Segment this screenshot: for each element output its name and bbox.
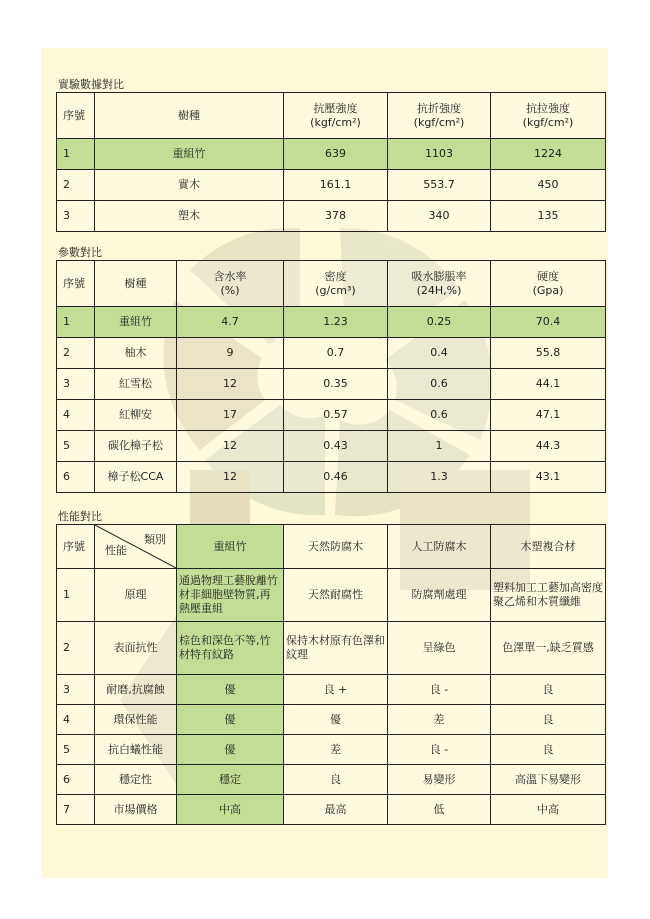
header-no: 序號: [57, 93, 95, 139]
cell-density: 0.7: [284, 338, 388, 369]
cell-bamboo: 穩定: [177, 765, 284, 795]
header-col-wpc: 木塑複合材: [491, 525, 606, 569]
cell-no: 3: [57, 369, 95, 400]
cell-bend: 340: [388, 201, 491, 232]
cell-moisture: 17: [177, 400, 284, 431]
cell-moisture: 12: [177, 369, 284, 400]
cell-no: 2: [57, 338, 95, 369]
cell-tensile: 1224: [491, 139, 606, 170]
cell-density: 0.43: [284, 431, 388, 462]
cell-species: 重組竹: [95, 307, 177, 338]
cell-compress: 161.1: [284, 170, 388, 201]
cell-property: 環保性能: [95, 705, 177, 735]
cell-natural: 良 +: [284, 675, 388, 705]
cell-no: 7: [57, 795, 95, 825]
cell-bamboo: 優: [177, 705, 284, 735]
cell-natural: 天然耐腐性: [284, 569, 388, 622]
cell-moisture: 12: [177, 462, 284, 493]
cell-hardness: 44.3: [491, 431, 606, 462]
cell-treated: 良 -: [388, 675, 491, 705]
cell-bamboo: 棕色和深色不等,竹材特有紋路: [177, 622, 284, 675]
header-bend: 抗折強度 (kgf/cm²): [388, 93, 491, 139]
header-diagonal-cell: [95, 525, 177, 569]
table-row: [57, 400, 606, 431]
header-density: 密度 (g/cm³): [284, 261, 388, 307]
cell-property: 抗白蟻性能: [95, 735, 177, 765]
cell-treated: 低: [388, 795, 491, 825]
table-row: [57, 705, 606, 735]
cell-swell: 0.25: [388, 307, 491, 338]
cell-natural: 最高: [284, 795, 388, 825]
header-col-treated: 人工防腐木: [388, 525, 491, 569]
cell-treated: 易變形: [388, 765, 491, 795]
cell-no: 2: [57, 622, 95, 675]
cell-density: 1.23: [284, 307, 388, 338]
table-row: [57, 170, 606, 201]
header-col-bamboo: 重組竹: [177, 525, 284, 569]
cell-compress: 378: [284, 201, 388, 232]
header-category: 類別: [144, 533, 166, 546]
cell-hardness: 55.8: [491, 338, 606, 369]
table-header-row: [57, 93, 606, 139]
cell-tensile: 135: [491, 201, 606, 232]
cell-wpc: 色澤單一,缺乏質感: [491, 622, 606, 675]
header-property: 性能: [105, 544, 127, 557]
table-row: [57, 765, 606, 795]
cell-natural: 保持木材原有色澤和紋理: [284, 622, 388, 675]
cell-no: 2: [57, 170, 95, 201]
section-title-parameters: 參數對比: [58, 246, 102, 259]
cell-wpc: 中高: [491, 795, 606, 825]
header-tensile: 抗拉強度 (kgf/cm²): [491, 93, 606, 139]
header-col-natural: 天然防腐木: [284, 525, 388, 569]
experiment-data-table: [56, 92, 606, 232]
table-row: [57, 795, 606, 825]
cell-bend: 553.7: [388, 170, 491, 201]
cell-no: 1: [57, 307, 95, 338]
cell-wpc: 高溫下易變形: [491, 765, 606, 795]
cell-property: 市場價格: [95, 795, 177, 825]
cell-no: 4: [57, 400, 95, 431]
cell-species: 紅雪松: [95, 369, 177, 400]
table-row: [57, 569, 606, 622]
cell-property: 穩定性: [95, 765, 177, 795]
header-species: 樹種: [95, 93, 284, 139]
cell-no: 5: [57, 431, 95, 462]
table-row: [57, 735, 606, 765]
cell-bamboo: 中高: [177, 795, 284, 825]
section-title-performance: 性能對比: [58, 510, 102, 523]
cell-natural: 優: [284, 705, 388, 735]
cell-no: 3: [57, 201, 95, 232]
cell-treated: 防腐劑處理: [388, 569, 491, 622]
cell-wpc: 良: [491, 675, 606, 705]
performance-table: [56, 524, 606, 825]
cell-density: 0.57: [284, 400, 388, 431]
table-row: [57, 307, 606, 338]
cell-hardness: 47.1: [491, 400, 606, 431]
section-title-experiment: 實驗數據對比: [58, 78, 124, 91]
cell-swell: 0.6: [388, 369, 491, 400]
table-row: [57, 338, 606, 369]
table-row: [57, 201, 606, 232]
cell-swell: 1.3: [388, 462, 491, 493]
cell-species: 碳化樟子松: [95, 431, 177, 462]
table-header-row: [57, 261, 606, 307]
cell-swell: 1: [388, 431, 491, 462]
cell-bend: 1103: [388, 139, 491, 170]
table-row: [57, 139, 606, 170]
cell-no: 4: [57, 705, 95, 735]
header-no: 序號: [57, 525, 95, 569]
cell-compress: 639: [284, 139, 388, 170]
cell-bamboo: 優: [177, 675, 284, 705]
cell-hardness: 44.1: [491, 369, 606, 400]
cell-species: 柚木: [95, 338, 177, 369]
cell-bamboo: 通過物理工藝脫離竹材非細胞壁物質,再熱壓重組: [177, 569, 284, 622]
cell-no: 3: [57, 675, 95, 705]
cell-treated: 呈綠色: [388, 622, 491, 675]
header-swell: 吸水膨脹率 (24H,%): [388, 261, 491, 307]
cell-species: 實木: [95, 170, 284, 201]
cell-species: 樟子松CCA: [95, 462, 177, 493]
cell-swell: 0.6: [388, 400, 491, 431]
cell-property: 耐磨,抗腐蝕: [95, 675, 177, 705]
cell-property: 表面抗性: [95, 622, 177, 675]
cell-property: 原理: [95, 569, 177, 622]
cell-density: 0.35: [284, 369, 388, 400]
cell-bamboo: 優: [177, 735, 284, 765]
cell-species: 重組竹: [95, 139, 284, 170]
header-moisture: 含水率 (%): [177, 261, 284, 307]
table-row: [57, 675, 606, 705]
cell-moisture: 12: [177, 431, 284, 462]
parameters-table: [56, 260, 606, 493]
table-row: [57, 369, 606, 400]
cell-no: 6: [57, 462, 95, 493]
cell-moisture: 9: [177, 338, 284, 369]
cell-no: 5: [57, 735, 95, 765]
cell-moisture: 4.7: [177, 307, 284, 338]
cell-density: 0.46: [284, 462, 388, 493]
cell-no: 6: [57, 765, 95, 795]
cell-wpc: 良: [491, 705, 606, 735]
table-row: [57, 431, 606, 462]
cell-wpc: 良: [491, 735, 606, 765]
cell-swell: 0.4: [388, 338, 491, 369]
cell-wpc: 塑料加工工藝加高密度聚乙烯和木質纖維: [491, 569, 606, 622]
header-species: 樹種: [95, 261, 177, 307]
cell-hardness: 70.4: [491, 307, 606, 338]
header-no: 序號: [57, 261, 95, 307]
cell-species: 塑木: [95, 201, 284, 232]
table-header-row: [57, 525, 606, 569]
table-row: [57, 622, 606, 675]
header-compress: 抗壓強度 (kgf/cm²): [284, 93, 388, 139]
cell-no: 1: [57, 139, 95, 170]
cell-treated: 差: [388, 705, 491, 735]
cell-natural: 差: [284, 735, 388, 765]
cell-tensile: 450: [491, 170, 606, 201]
table-row: [57, 462, 606, 493]
cell-species: 紅柳安: [95, 400, 177, 431]
header-hardness: 硬度 (Gpa): [491, 261, 606, 307]
cell-no: 1: [57, 569, 95, 622]
cell-hardness: 43.1: [491, 462, 606, 493]
cell-treated: 良 -: [388, 735, 491, 765]
cell-natural: 良: [284, 765, 388, 795]
